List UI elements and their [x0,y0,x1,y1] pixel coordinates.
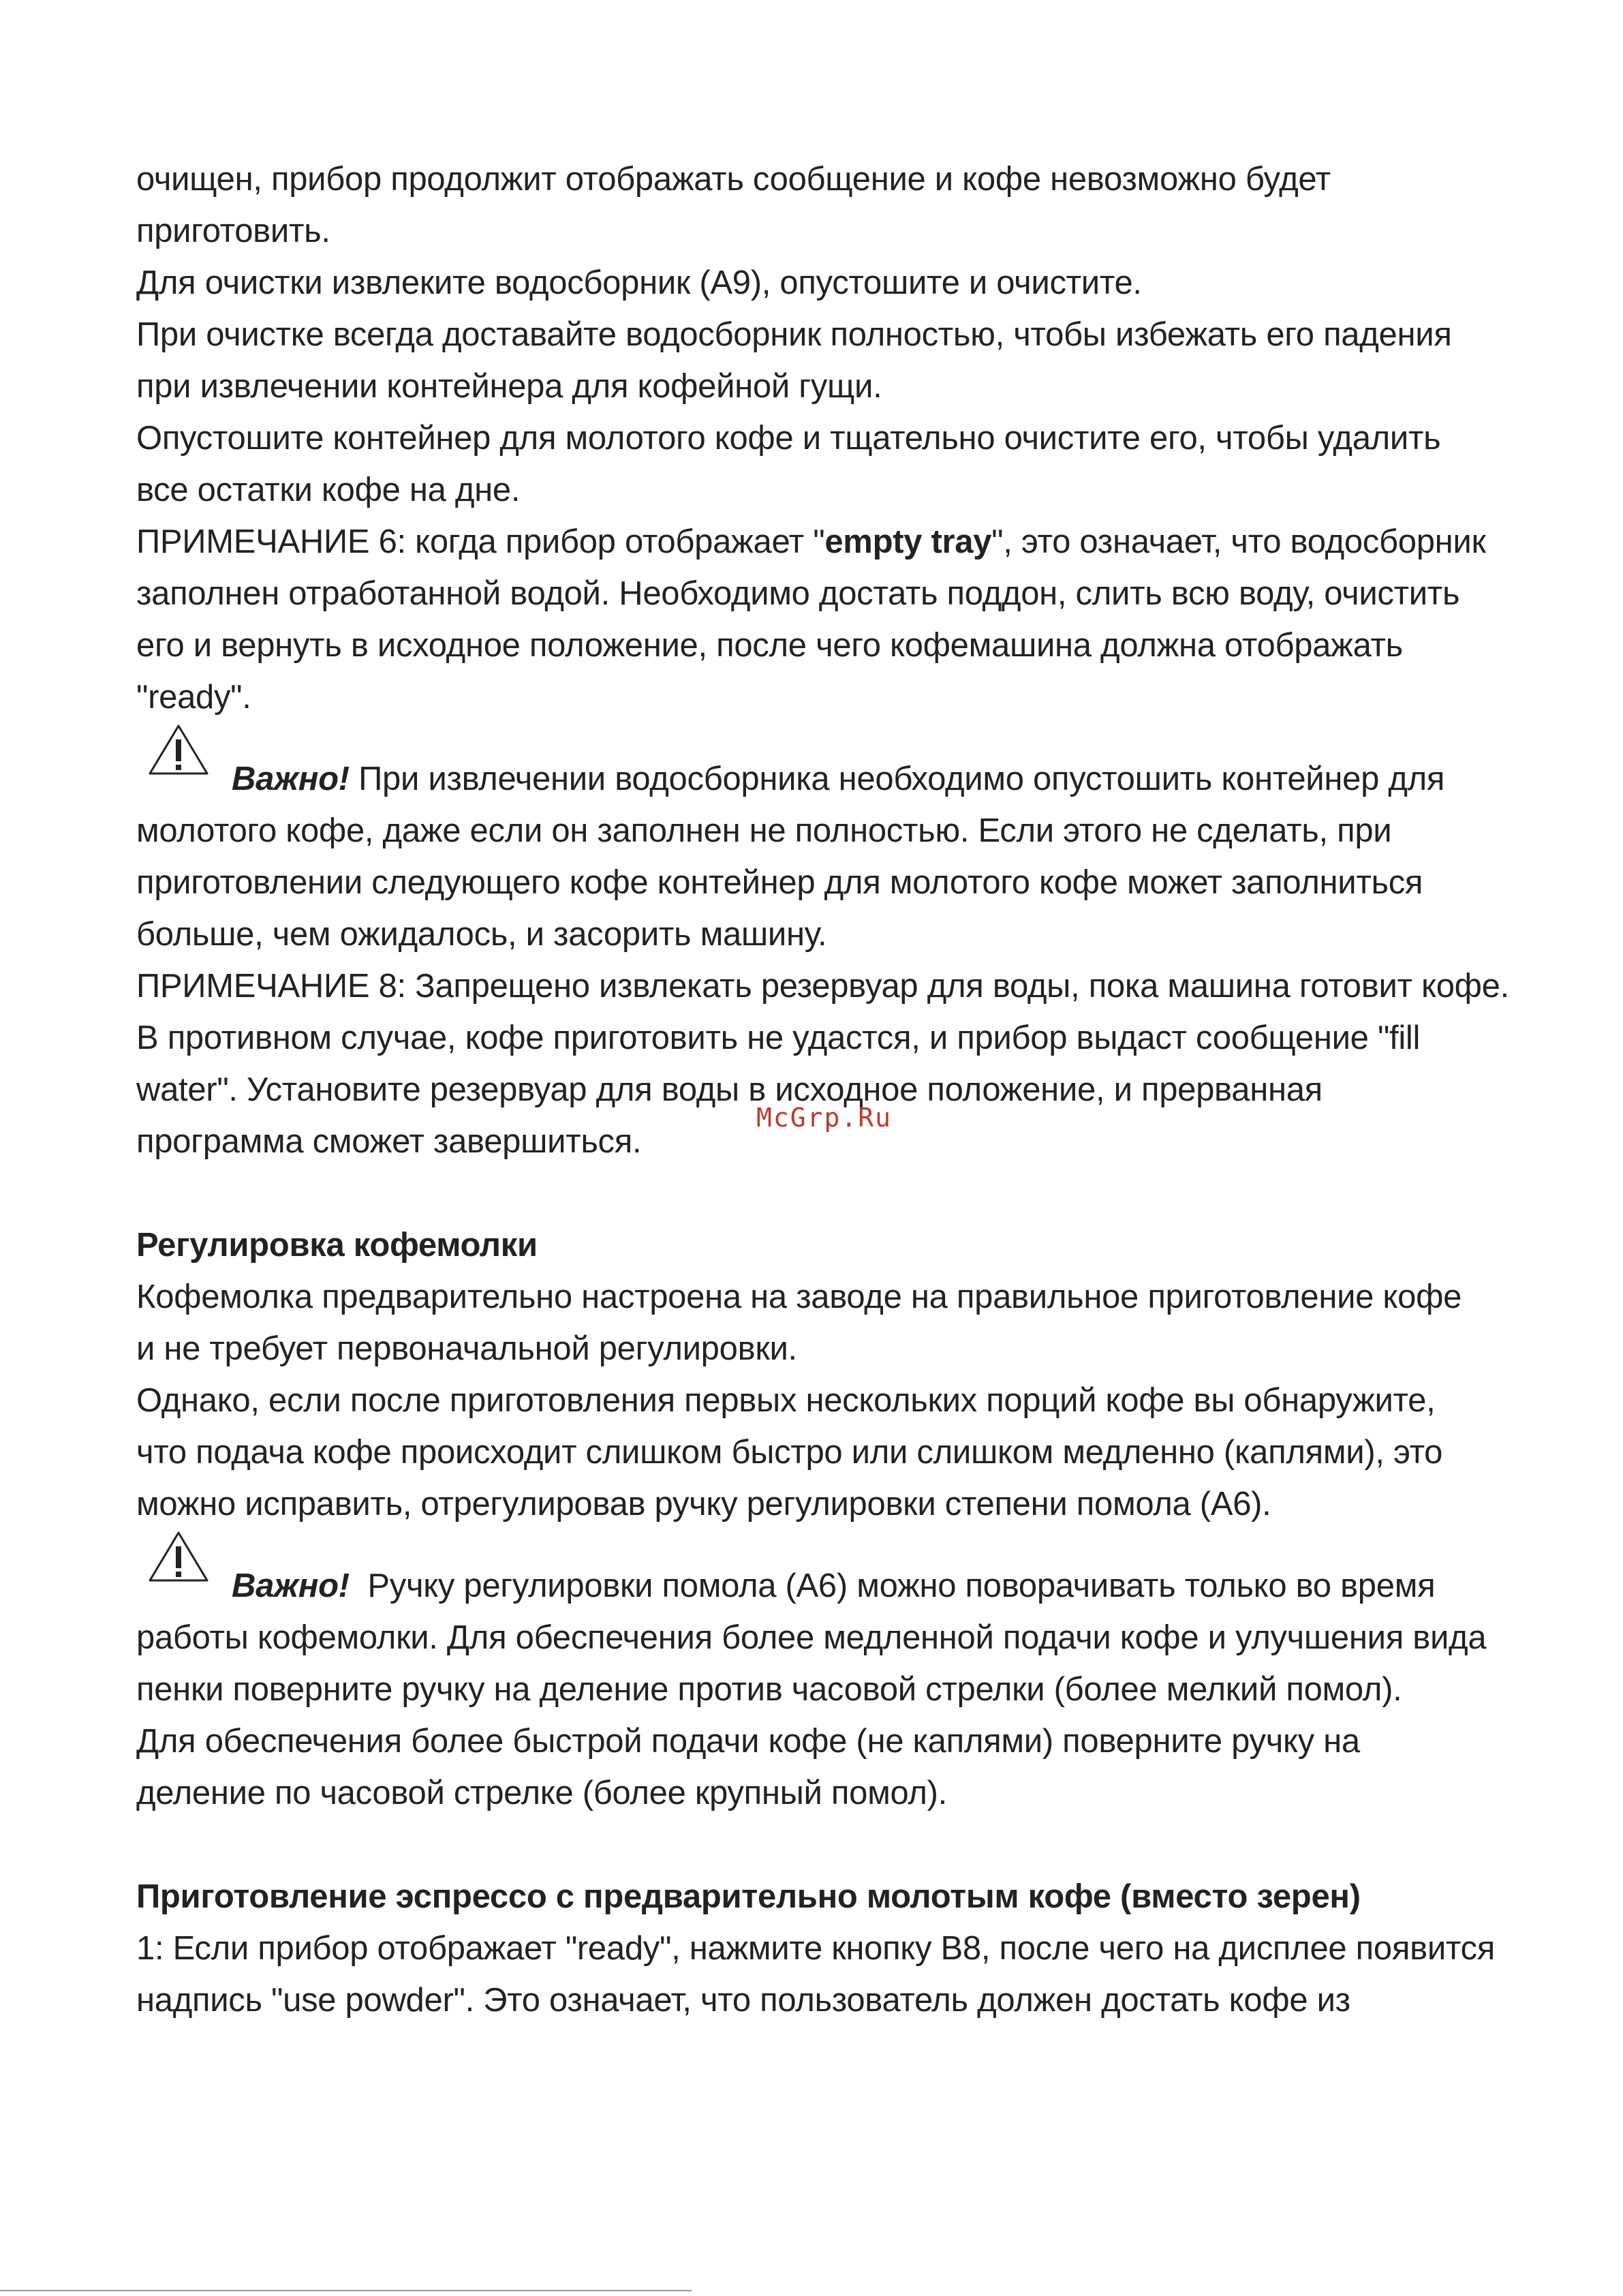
text-line: очищен, прибор продолжит отображать сообщение и кофе невозможно будет [136,161,1331,198]
warning-triangle-icon [147,1530,210,1585]
text-line: больше, чем ожидалось, и засорить машину. [136,916,827,953]
text-line: при извлечении контейнера для кофейной гущи. [136,368,882,405]
text-line: приготовить. [136,213,330,249]
text-line: Опустошите контейнер для молотого кофе и тщательно очистите его, чтобы удалить [136,420,1441,457]
text-line: В противном случае, кофе приготовить не удастся, и прибор выдаст сообщение "fill [136,1020,1421,1056]
text-line: заполнен отработанной водой. Необходимо достать поддон, слить всю воду, очистить [136,575,1460,612]
watermark: McGrp.Ru [756,1103,893,1133]
text-line: 1: Если прибор отображает "ready", нажмите кнопку В8, после чего на дисплее появится [136,1930,1495,1967]
text-line: его и вернуть в исходное положение, после чего кофемашина должна отображать [136,627,1403,664]
text-line: надпись "use powder". Это означает, что пользователь должен достать кофе из [136,1982,1350,2019]
text-line: При очистке всегда доставайте водосборник полностью, чтобы избежать его падения [136,316,1452,353]
text-line: Однако, если после приготовления первых нескольких порций кофе вы обнаружите, [136,1382,1436,1419]
warning-1-label: Важно! [232,761,350,797]
warning-1-text: При извлечении водосборника необходимо опустошить контейнер для [349,761,1445,797]
text-line: молотого кофе, даже если он заполнен не полностью. Если этого не сделать, при [136,812,1392,849]
warning-1-first-line [136,723,1540,805]
text-line: деление по часовой стрелке (более крупный помол). [136,1775,947,1811]
text-line: water". Установите резервуар для воды в исходное положение, и прерванная [136,1071,1323,1108]
text-line: программа сможет завершиться. [136,1123,642,1160]
note-6-bold-term: empty tray [824,523,992,560]
footer-divider [0,2290,692,2291]
note-6-prefix: ПРИМЕЧАНИЕ 6: когда прибор отображает " [136,523,825,560]
text-line: все остатки кофе на дне. [136,472,521,508]
text-line: "ready". [136,679,251,716]
body-text [136,153,1540,2026]
note-6-line [136,516,1540,568]
text-line: пенки поверните ручку на деление против часовой стрелки (более мелкий помол). [136,1671,1402,1708]
text-line: что подача кофе происходит слишком быстро или слишком медленно (каплями), это [136,1434,1443,1471]
text-line: можно исправить, отрегулировав ручку регулировки степени помола (А6). [136,1486,1271,1522]
text-line: Для обеспечения более быстрой подачи кофе (не каплями) поверните ручку на [136,1723,1360,1760]
text-line: и не требует первоначальной регулировки. [136,1330,797,1367]
text-line: работы кофемолки. Для обеспечения более медленной подачи кофе и улучшения вида [136,1619,1487,1656]
text-line: Кофемолка предварительно настроена на заводе на правильное приготовление кофе [136,1279,1462,1315]
spacer [136,1167,1540,1219]
note-6-suffix: ", это означает, что водосборник [991,523,1486,560]
warning-triangle-icon [147,723,210,778]
text-line: ПРИМЕЧАНИЕ 8: Запрещено извлекать резервуар для воды, пока машина готовит кофе. [136,968,1509,1005]
warning-2-label: Важно! [232,1567,350,1604]
spacer [136,1819,1540,1871]
warning-2-first-line [136,1530,1540,1612]
section-heading-grinder: Регулировка кофемолки [136,1227,538,1264]
text-line: приготовлении следующего кофе контейнер для молотого кофе может заполниться [136,864,1423,901]
section-heading-espresso: Приготовление эспрессо с предварительно молотым кофе (вместо зерен) [136,1878,1361,1915]
warning-2-text: Ручку регулировки помола (А6) можно поворачивать только во время [349,1567,1436,1604]
text-line: Для очистки извлеките водосборник (А9), опустошите и очистите. [136,264,1142,301]
